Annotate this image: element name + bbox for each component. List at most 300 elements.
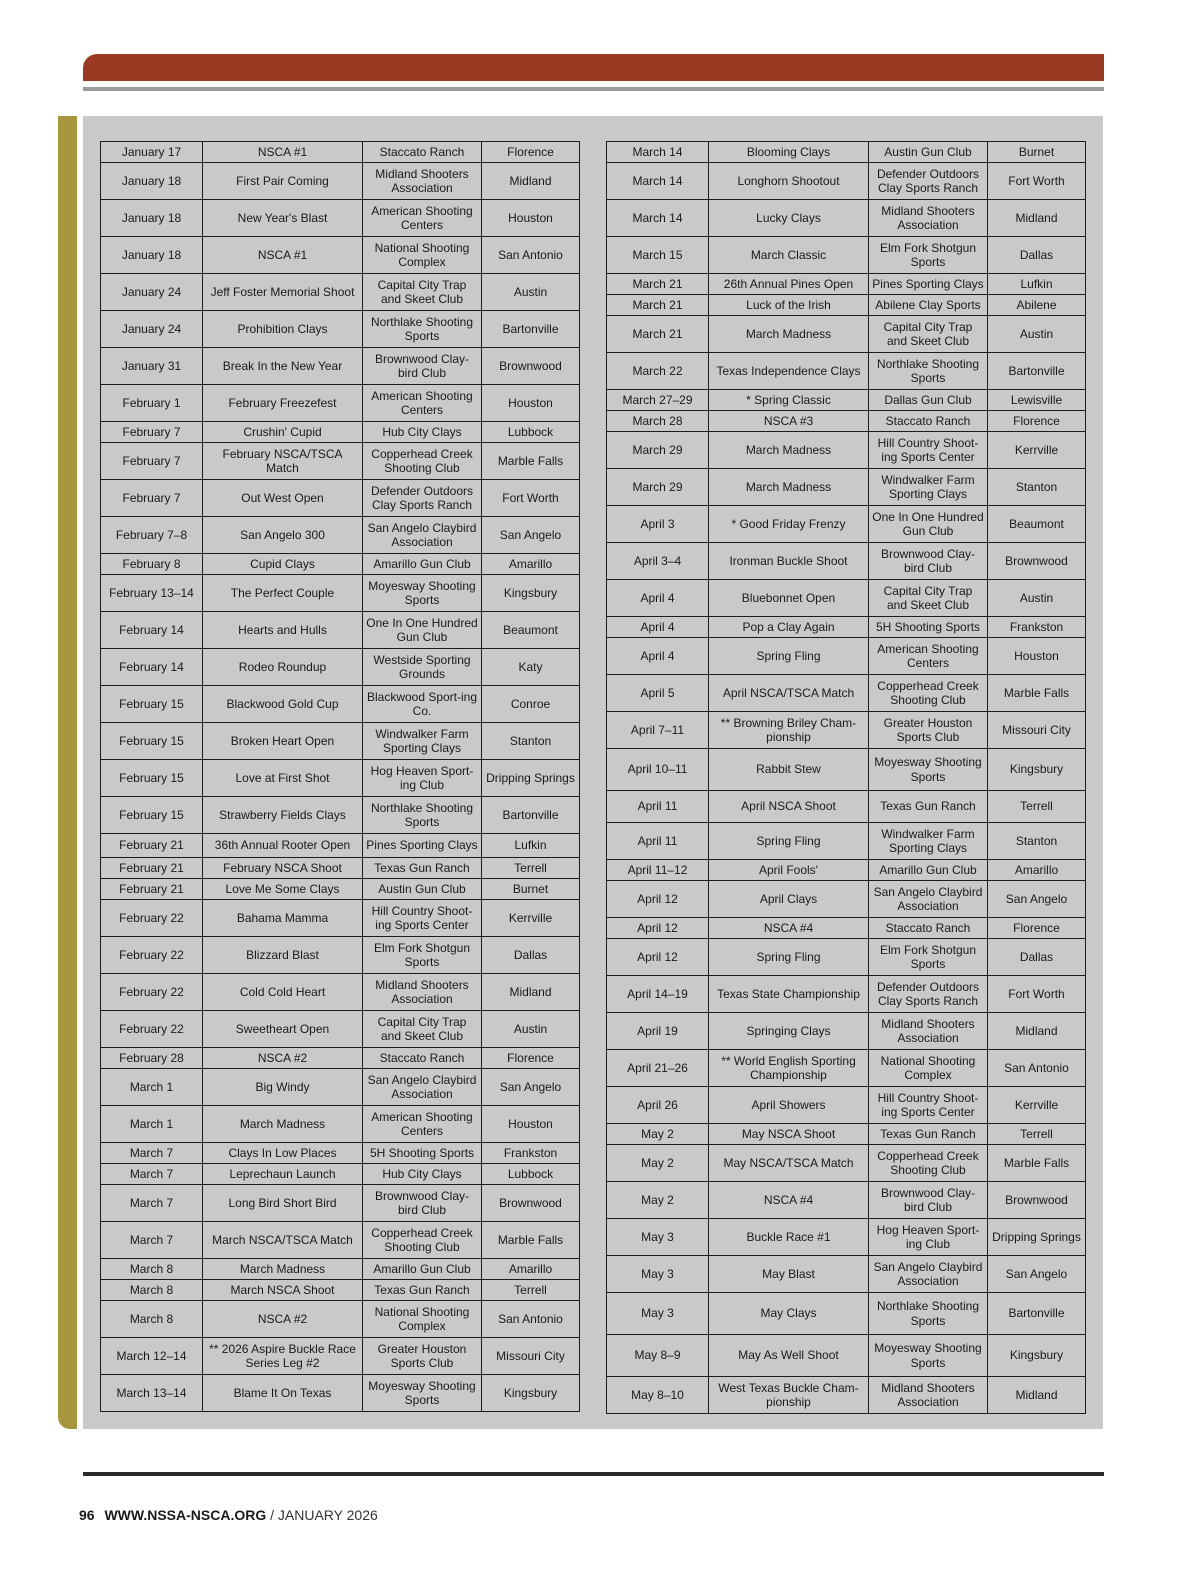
event-date: February 7 bbox=[101, 480, 203, 517]
event-date: January 18 bbox=[101, 237, 203, 274]
table-row bbox=[101, 1301, 580, 1338]
event-name: Pop a Clay Again bbox=[709, 617, 869, 638]
event-name: Rodeo Roundup bbox=[203, 649, 363, 686]
event-name: First Pair Coming bbox=[203, 163, 363, 200]
event-city: Kerrville bbox=[988, 1087, 1086, 1124]
event-date: May 3 bbox=[607, 1293, 709, 1335]
event-club: Capital City Trap and Skeet Club bbox=[869, 580, 988, 617]
event-city: Kerrville bbox=[482, 900, 580, 937]
table-row bbox=[101, 1164, 580, 1185]
event-city: San Antonio bbox=[988, 1050, 1086, 1087]
event-date: March 7 bbox=[101, 1185, 203, 1222]
event-city: Frankston bbox=[988, 617, 1086, 638]
event-club: Texas Gun Ranch bbox=[363, 858, 482, 879]
event-date: February 22 bbox=[101, 974, 203, 1011]
event-name: Strawberry Fields Clays bbox=[203, 797, 363, 834]
table-row bbox=[607, 1335, 1086, 1377]
table-row bbox=[101, 1375, 580, 1412]
table-row bbox=[101, 311, 580, 348]
event-date: April 10–11 bbox=[607, 749, 709, 791]
event-date: April 19 bbox=[607, 1013, 709, 1050]
event-date: May 2 bbox=[607, 1124, 709, 1145]
event-name: Ironman Buckle Shoot bbox=[709, 543, 869, 580]
event-city: Houston bbox=[988, 638, 1086, 675]
event-club: Northlake Shooting Sports bbox=[363, 311, 482, 348]
issue-date: JANUARY 2026 bbox=[277, 1507, 378, 1523]
event-city: Bartonville bbox=[988, 353, 1086, 390]
table-row bbox=[607, 200, 1086, 237]
event-city: Beaumont bbox=[988, 506, 1086, 543]
event-name: ** 2026 Aspire Buckle Race Series Leg #2 bbox=[203, 1338, 363, 1375]
event-club: Hub City Clays bbox=[363, 1164, 482, 1185]
table-row bbox=[607, 295, 1086, 316]
table-row bbox=[607, 712, 1086, 749]
event-city: Dripping Springs bbox=[482, 760, 580, 797]
event-club: Windwalker Farm Sporting Clays bbox=[363, 723, 482, 760]
event-name: Crushin' Cupid bbox=[203, 422, 363, 443]
event-city: Midland bbox=[482, 974, 580, 1011]
website-url: WWW.NSSA-NSCA.ORG bbox=[104, 1507, 267, 1523]
event-date: April 4 bbox=[607, 638, 709, 675]
schedule-table-left bbox=[100, 141, 580, 1412]
event-city: San Antonio bbox=[482, 1301, 580, 1338]
event-date: May 3 bbox=[607, 1219, 709, 1256]
table-row bbox=[101, 517, 580, 554]
table-row bbox=[607, 237, 1086, 274]
event-club: Moyesway Shooting Sports bbox=[869, 749, 988, 791]
event-club: Texas Gun Ranch bbox=[869, 1124, 988, 1145]
event-city: Fort Worth bbox=[988, 163, 1086, 200]
event-city: San Angelo bbox=[988, 1256, 1086, 1293]
event-name: April Showers bbox=[709, 1087, 869, 1124]
event-date: April 11 bbox=[607, 823, 709, 860]
event-club: Midland Shooters Association bbox=[869, 200, 988, 237]
event-name: NSCA #4 bbox=[709, 1182, 869, 1219]
table-row bbox=[607, 142, 1086, 163]
event-date: January 18 bbox=[101, 163, 203, 200]
event-city: Kingsbury bbox=[988, 749, 1086, 791]
event-club: Defender Outdoors Clay Sports Ranch bbox=[869, 976, 988, 1013]
table-row bbox=[101, 900, 580, 937]
event-city: Austin bbox=[482, 274, 580, 311]
event-city: Marble Falls bbox=[482, 1222, 580, 1259]
event-city: Kingsbury bbox=[988, 1335, 1086, 1377]
event-name: March Madness bbox=[709, 316, 869, 353]
event-city: Amarillo bbox=[482, 554, 580, 575]
event-club: Midland Shooters Association bbox=[869, 1013, 988, 1050]
event-name: Bluebonnet Open bbox=[709, 580, 869, 617]
event-city: Dallas bbox=[988, 939, 1086, 976]
event-club: Brownwood Clay-bird Club bbox=[869, 1182, 988, 1219]
event-city: Marble Falls bbox=[988, 675, 1086, 712]
event-club: Greater Houston Sports Club bbox=[363, 1338, 482, 1375]
event-club: San Angelo Claybird Association bbox=[363, 1069, 482, 1106]
event-city: Bartonville bbox=[482, 311, 580, 348]
event-club: San Angelo Claybird Association bbox=[869, 1256, 988, 1293]
table-row bbox=[101, 554, 580, 575]
event-name: The Perfect Couple bbox=[203, 575, 363, 612]
event-city: Fort Worth bbox=[988, 976, 1086, 1013]
table-row bbox=[607, 1124, 1086, 1145]
event-city: Midland bbox=[988, 200, 1086, 237]
table-row bbox=[101, 1106, 580, 1143]
event-name: April NSCA Shoot bbox=[709, 791, 869, 823]
event-name: Cupid Clays bbox=[203, 554, 363, 575]
event-club: Elm Fork Shotgun Sports bbox=[869, 939, 988, 976]
event-city: Florence bbox=[482, 142, 580, 163]
event-name: Out West Open bbox=[203, 480, 363, 517]
event-date: February 1 bbox=[101, 385, 203, 422]
event-name: May Blast bbox=[709, 1256, 869, 1293]
table-row bbox=[607, 918, 1086, 939]
event-city: Conroe bbox=[482, 686, 580, 723]
table-row bbox=[101, 575, 580, 612]
event-club: National Shooting Complex bbox=[869, 1050, 988, 1087]
event-city: Lubbock bbox=[482, 1164, 580, 1185]
event-club: Windwalker Farm Sporting Clays bbox=[869, 823, 988, 860]
side-accent-bar bbox=[58, 116, 77, 1429]
event-name: * Good Friday Frenzy bbox=[709, 506, 869, 543]
table-row bbox=[607, 638, 1086, 675]
event-club: Capital City Trap and Skeet Club bbox=[363, 274, 482, 311]
table-row bbox=[607, 976, 1086, 1013]
event-city: Austin bbox=[988, 316, 1086, 353]
event-date: February 8 bbox=[101, 554, 203, 575]
table-row bbox=[607, 1377, 1086, 1414]
table-row bbox=[607, 939, 1086, 976]
table-row bbox=[101, 142, 580, 163]
event-city: Katy bbox=[482, 649, 580, 686]
event-club: Pines Sporting Clays bbox=[363, 834, 482, 858]
event-date: May 8–10 bbox=[607, 1377, 709, 1414]
table-row bbox=[607, 353, 1086, 390]
event-name: April NSCA/TSCA Match bbox=[709, 675, 869, 712]
event-name: NSCA #1 bbox=[203, 237, 363, 274]
event-name: February NSCA/TSCA Match bbox=[203, 443, 363, 480]
event-date: March 29 bbox=[607, 432, 709, 469]
event-name: * Spring Classic bbox=[709, 390, 869, 411]
table-row bbox=[101, 723, 580, 760]
event-date: February 22 bbox=[101, 937, 203, 974]
table-row bbox=[101, 1259, 580, 1280]
event-city: Fort Worth bbox=[482, 480, 580, 517]
event-city: Marble Falls bbox=[482, 443, 580, 480]
event-city: Houston bbox=[482, 1106, 580, 1143]
event-name: May NSCA/TSCA Match bbox=[709, 1145, 869, 1182]
event-date: February 15 bbox=[101, 797, 203, 834]
event-date: March 1 bbox=[101, 1106, 203, 1143]
event-club: 5H Shooting Sports bbox=[869, 617, 988, 638]
event-name: 36th Annual Rooter Open bbox=[203, 834, 363, 858]
event-name: West Texas Buckle Cham-pionship bbox=[709, 1377, 869, 1414]
event-name: 26th Annual Pines Open bbox=[709, 274, 869, 295]
event-city: Dripping Springs bbox=[988, 1219, 1086, 1256]
event-date: March 13–14 bbox=[101, 1375, 203, 1412]
event-date: March 27–29 bbox=[607, 390, 709, 411]
event-city: Amarillo bbox=[988, 860, 1086, 881]
event-name: NSCA #2 bbox=[203, 1301, 363, 1338]
table-row bbox=[607, 163, 1086, 200]
event-city: Stanton bbox=[988, 823, 1086, 860]
table-row bbox=[607, 543, 1086, 580]
event-date: February 15 bbox=[101, 686, 203, 723]
event-city: Missouri City bbox=[988, 712, 1086, 749]
event-date: February 28 bbox=[101, 1048, 203, 1069]
event-name: Love Me Some Clays bbox=[203, 879, 363, 900]
event-date: April 5 bbox=[607, 675, 709, 712]
event-city: Kerrville bbox=[988, 432, 1086, 469]
table-row bbox=[101, 937, 580, 974]
table-row bbox=[607, 580, 1086, 617]
event-city: Midland bbox=[988, 1013, 1086, 1050]
event-city: Stanton bbox=[988, 469, 1086, 506]
table-row bbox=[101, 422, 580, 443]
event-date: March 15 bbox=[607, 237, 709, 274]
event-date: May 2 bbox=[607, 1182, 709, 1219]
event-date: March 8 bbox=[101, 1301, 203, 1338]
event-club: Amarillo Gun Club bbox=[363, 554, 482, 575]
event-date: January 18 bbox=[101, 200, 203, 237]
table-row bbox=[607, 1293, 1086, 1335]
event-name: March Madness bbox=[203, 1106, 363, 1143]
event-name: March Madness bbox=[203, 1259, 363, 1280]
table-row bbox=[607, 617, 1086, 638]
event-club: Hill Country Shoot-ing Sports Center bbox=[363, 900, 482, 937]
event-club: Austin Gun Club bbox=[869, 142, 988, 163]
event-date: February 15 bbox=[101, 760, 203, 797]
table-row bbox=[101, 348, 580, 385]
event-name: March Classic bbox=[709, 237, 869, 274]
table-row bbox=[101, 163, 580, 200]
table-row bbox=[101, 200, 580, 237]
event-city: Kingsbury bbox=[482, 575, 580, 612]
event-date: April 12 bbox=[607, 939, 709, 976]
table-row bbox=[101, 686, 580, 723]
event-name: April Clays bbox=[709, 881, 869, 918]
event-date: March 21 bbox=[607, 295, 709, 316]
event-city: Stanton bbox=[482, 723, 580, 760]
event-city: Florence bbox=[482, 1048, 580, 1069]
event-date: February 14 bbox=[101, 612, 203, 649]
event-date: April 3 bbox=[607, 506, 709, 543]
event-name: May As Well Shoot bbox=[709, 1335, 869, 1377]
event-club: One In One Hundred Gun Club bbox=[363, 612, 482, 649]
event-name: Cold Cold Heart bbox=[203, 974, 363, 1011]
event-date: January 31 bbox=[101, 348, 203, 385]
event-city: Midland bbox=[988, 1377, 1086, 1414]
event-name: Blizzard Blast bbox=[203, 937, 363, 974]
event-city: Houston bbox=[482, 385, 580, 422]
event-name: NSCA #1 bbox=[203, 142, 363, 163]
event-club: Westside Sporting Grounds bbox=[363, 649, 482, 686]
event-city: Beaumont bbox=[482, 612, 580, 649]
event-date: April 7–11 bbox=[607, 712, 709, 749]
event-city: Abilene bbox=[988, 295, 1086, 316]
event-club: Moyesway Shooting Sports bbox=[869, 1335, 988, 1377]
event-date: February 14 bbox=[101, 649, 203, 686]
event-name: Clays In Low Places bbox=[203, 1143, 363, 1164]
event-name: Blackwood Gold Cup bbox=[203, 686, 363, 723]
table-row bbox=[101, 237, 580, 274]
table-row bbox=[101, 480, 580, 517]
table-row bbox=[607, 1050, 1086, 1087]
event-name: Lucky Clays bbox=[709, 200, 869, 237]
event-name: NSCA #4 bbox=[709, 918, 869, 939]
event-date: April 3–4 bbox=[607, 543, 709, 580]
event-club: Windwalker Farm Sporting Clays bbox=[869, 469, 988, 506]
event-club: Northlake Shooting Sports bbox=[869, 1293, 988, 1335]
event-city: Burnet bbox=[988, 142, 1086, 163]
event-name: Buckle Race #1 bbox=[709, 1219, 869, 1256]
event-date: April 26 bbox=[607, 1087, 709, 1124]
event-city: Bartonville bbox=[988, 1293, 1086, 1335]
table-row bbox=[607, 749, 1086, 791]
table-row bbox=[101, 443, 580, 480]
event-club: Capital City Trap and Skeet Club bbox=[869, 316, 988, 353]
event-date: February 7 bbox=[101, 443, 203, 480]
event-city: Frankston bbox=[482, 1143, 580, 1164]
event-club: American Shooting Centers bbox=[869, 638, 988, 675]
event-club: Abilene Clay Sports bbox=[869, 295, 988, 316]
event-club: Copperhead Creek Shooting Club bbox=[869, 675, 988, 712]
event-city: Burnet bbox=[482, 879, 580, 900]
event-name: Break In the New Year bbox=[203, 348, 363, 385]
event-club: Blackwood Sport-ing Co. bbox=[363, 686, 482, 723]
table-row bbox=[101, 1280, 580, 1301]
event-name: May Clays bbox=[709, 1293, 869, 1335]
table-row bbox=[607, 675, 1086, 712]
event-name: May NSCA Shoot bbox=[709, 1124, 869, 1145]
event-date: May 8–9 bbox=[607, 1335, 709, 1377]
event-club: National Shooting Complex bbox=[363, 237, 482, 274]
event-city: Florence bbox=[988, 918, 1086, 939]
table-row bbox=[607, 316, 1086, 353]
event-name: Jeff Foster Memorial Shoot bbox=[203, 274, 363, 311]
event-club: Hill Country Shoot-ing Sports Center bbox=[869, 432, 988, 469]
event-name: Sweetheart Open bbox=[203, 1011, 363, 1048]
event-name: Spring Fling bbox=[709, 823, 869, 860]
header-rule bbox=[83, 87, 1104, 91]
event-name: March NSCA Shoot bbox=[203, 1280, 363, 1301]
event-name: February NSCA Shoot bbox=[203, 858, 363, 879]
event-club: Staccato Ranch bbox=[363, 142, 482, 163]
event-name: New Year's Blast bbox=[203, 200, 363, 237]
event-date: May 2 bbox=[607, 1145, 709, 1182]
event-club: Midland Shooters Association bbox=[363, 974, 482, 1011]
table-row bbox=[607, 1256, 1086, 1293]
event-date: February 13–14 bbox=[101, 575, 203, 612]
event-city: Florence bbox=[988, 411, 1086, 432]
event-date: February 21 bbox=[101, 834, 203, 858]
event-date: February 22 bbox=[101, 1011, 203, 1048]
event-date: March 28 bbox=[607, 411, 709, 432]
table-row bbox=[607, 860, 1086, 881]
event-date: February 21 bbox=[101, 879, 203, 900]
table-row bbox=[607, 274, 1086, 295]
event-date: March 1 bbox=[101, 1069, 203, 1106]
table-row bbox=[101, 1048, 580, 1069]
event-city: Marble Falls bbox=[988, 1145, 1086, 1182]
event-name: Spring Fling bbox=[709, 638, 869, 675]
event-city: Terrell bbox=[482, 1280, 580, 1301]
footer-rule bbox=[83, 1472, 1104, 1476]
event-date: March 7 bbox=[101, 1222, 203, 1259]
table-row bbox=[101, 612, 580, 649]
event-club: Staccato Ranch bbox=[869, 411, 988, 432]
event-date: February 21 bbox=[101, 858, 203, 879]
event-club: Greater Houston Sports Club bbox=[869, 712, 988, 749]
event-name: March Madness bbox=[709, 432, 869, 469]
event-date: March 7 bbox=[101, 1143, 203, 1164]
event-name: Blooming Clays bbox=[709, 142, 869, 163]
event-date: February 15 bbox=[101, 723, 203, 760]
event-date: February 7 bbox=[101, 422, 203, 443]
table-row bbox=[101, 1222, 580, 1259]
event-club: One In One Hundred Gun Club bbox=[869, 506, 988, 543]
table-row bbox=[101, 858, 580, 879]
table-row bbox=[607, 823, 1086, 860]
event-club: Copperhead Creek Shooting Club bbox=[363, 443, 482, 480]
event-club: Elm Fork Shotgun Sports bbox=[869, 237, 988, 274]
event-date: March 22 bbox=[607, 353, 709, 390]
event-name: ** World English Sporting Championship bbox=[709, 1050, 869, 1087]
event-club: Brownwood Clay-bird Club bbox=[363, 348, 482, 385]
event-name: Springing Clays bbox=[709, 1013, 869, 1050]
event-name: February Freezefest bbox=[203, 385, 363, 422]
event-date: April 12 bbox=[607, 881, 709, 918]
event-date: March 12–14 bbox=[101, 1338, 203, 1375]
event-club: Defender Outdoors Clay Sports Ranch bbox=[869, 163, 988, 200]
table-row bbox=[101, 760, 580, 797]
event-name: Bahama Mamma bbox=[203, 900, 363, 937]
event-city: San Antonio bbox=[482, 237, 580, 274]
event-name: Broken Heart Open bbox=[203, 723, 363, 760]
event-date: January 17 bbox=[101, 142, 203, 163]
table-row bbox=[607, 432, 1086, 469]
table-row bbox=[101, 879, 580, 900]
event-club: Elm Fork Shotgun Sports bbox=[363, 937, 482, 974]
event-date: April 4 bbox=[607, 617, 709, 638]
event-city: Dallas bbox=[482, 937, 580, 974]
event-city: Kingsbury bbox=[482, 1375, 580, 1412]
event-date: April 11 bbox=[607, 791, 709, 823]
event-club: Brownwood Clay-bird Club bbox=[869, 543, 988, 580]
event-club: Brownwood Clay-bird Club bbox=[363, 1185, 482, 1222]
event-name: Hearts and Hulls bbox=[203, 612, 363, 649]
table-row bbox=[101, 385, 580, 422]
event-name: Love at First Shot bbox=[203, 760, 363, 797]
event-date: March 8 bbox=[101, 1280, 203, 1301]
event-club: Austin Gun Club bbox=[363, 879, 482, 900]
event-city: Terrell bbox=[482, 858, 580, 879]
page-footer bbox=[79, 1506, 378, 1524]
event-club: San Angelo Claybird Association bbox=[363, 517, 482, 554]
event-date: January 24 bbox=[101, 274, 203, 311]
event-city: Brownwood bbox=[482, 1185, 580, 1222]
table-row bbox=[101, 274, 580, 311]
event-date: March 14 bbox=[607, 163, 709, 200]
event-city: Amarillo bbox=[482, 1259, 580, 1280]
event-name: Spring Fling bbox=[709, 939, 869, 976]
event-name: Big Windy bbox=[203, 1069, 363, 1106]
event-name: ** Browning Briley Cham-pionship bbox=[709, 712, 869, 749]
event-date: March 29 bbox=[607, 469, 709, 506]
event-name: Luck of the Irish bbox=[709, 295, 869, 316]
header-color-bar bbox=[83, 54, 1104, 81]
event-club: American Shooting Centers bbox=[363, 385, 482, 422]
event-club: Northlake Shooting Sports bbox=[869, 353, 988, 390]
table-row bbox=[101, 649, 580, 686]
